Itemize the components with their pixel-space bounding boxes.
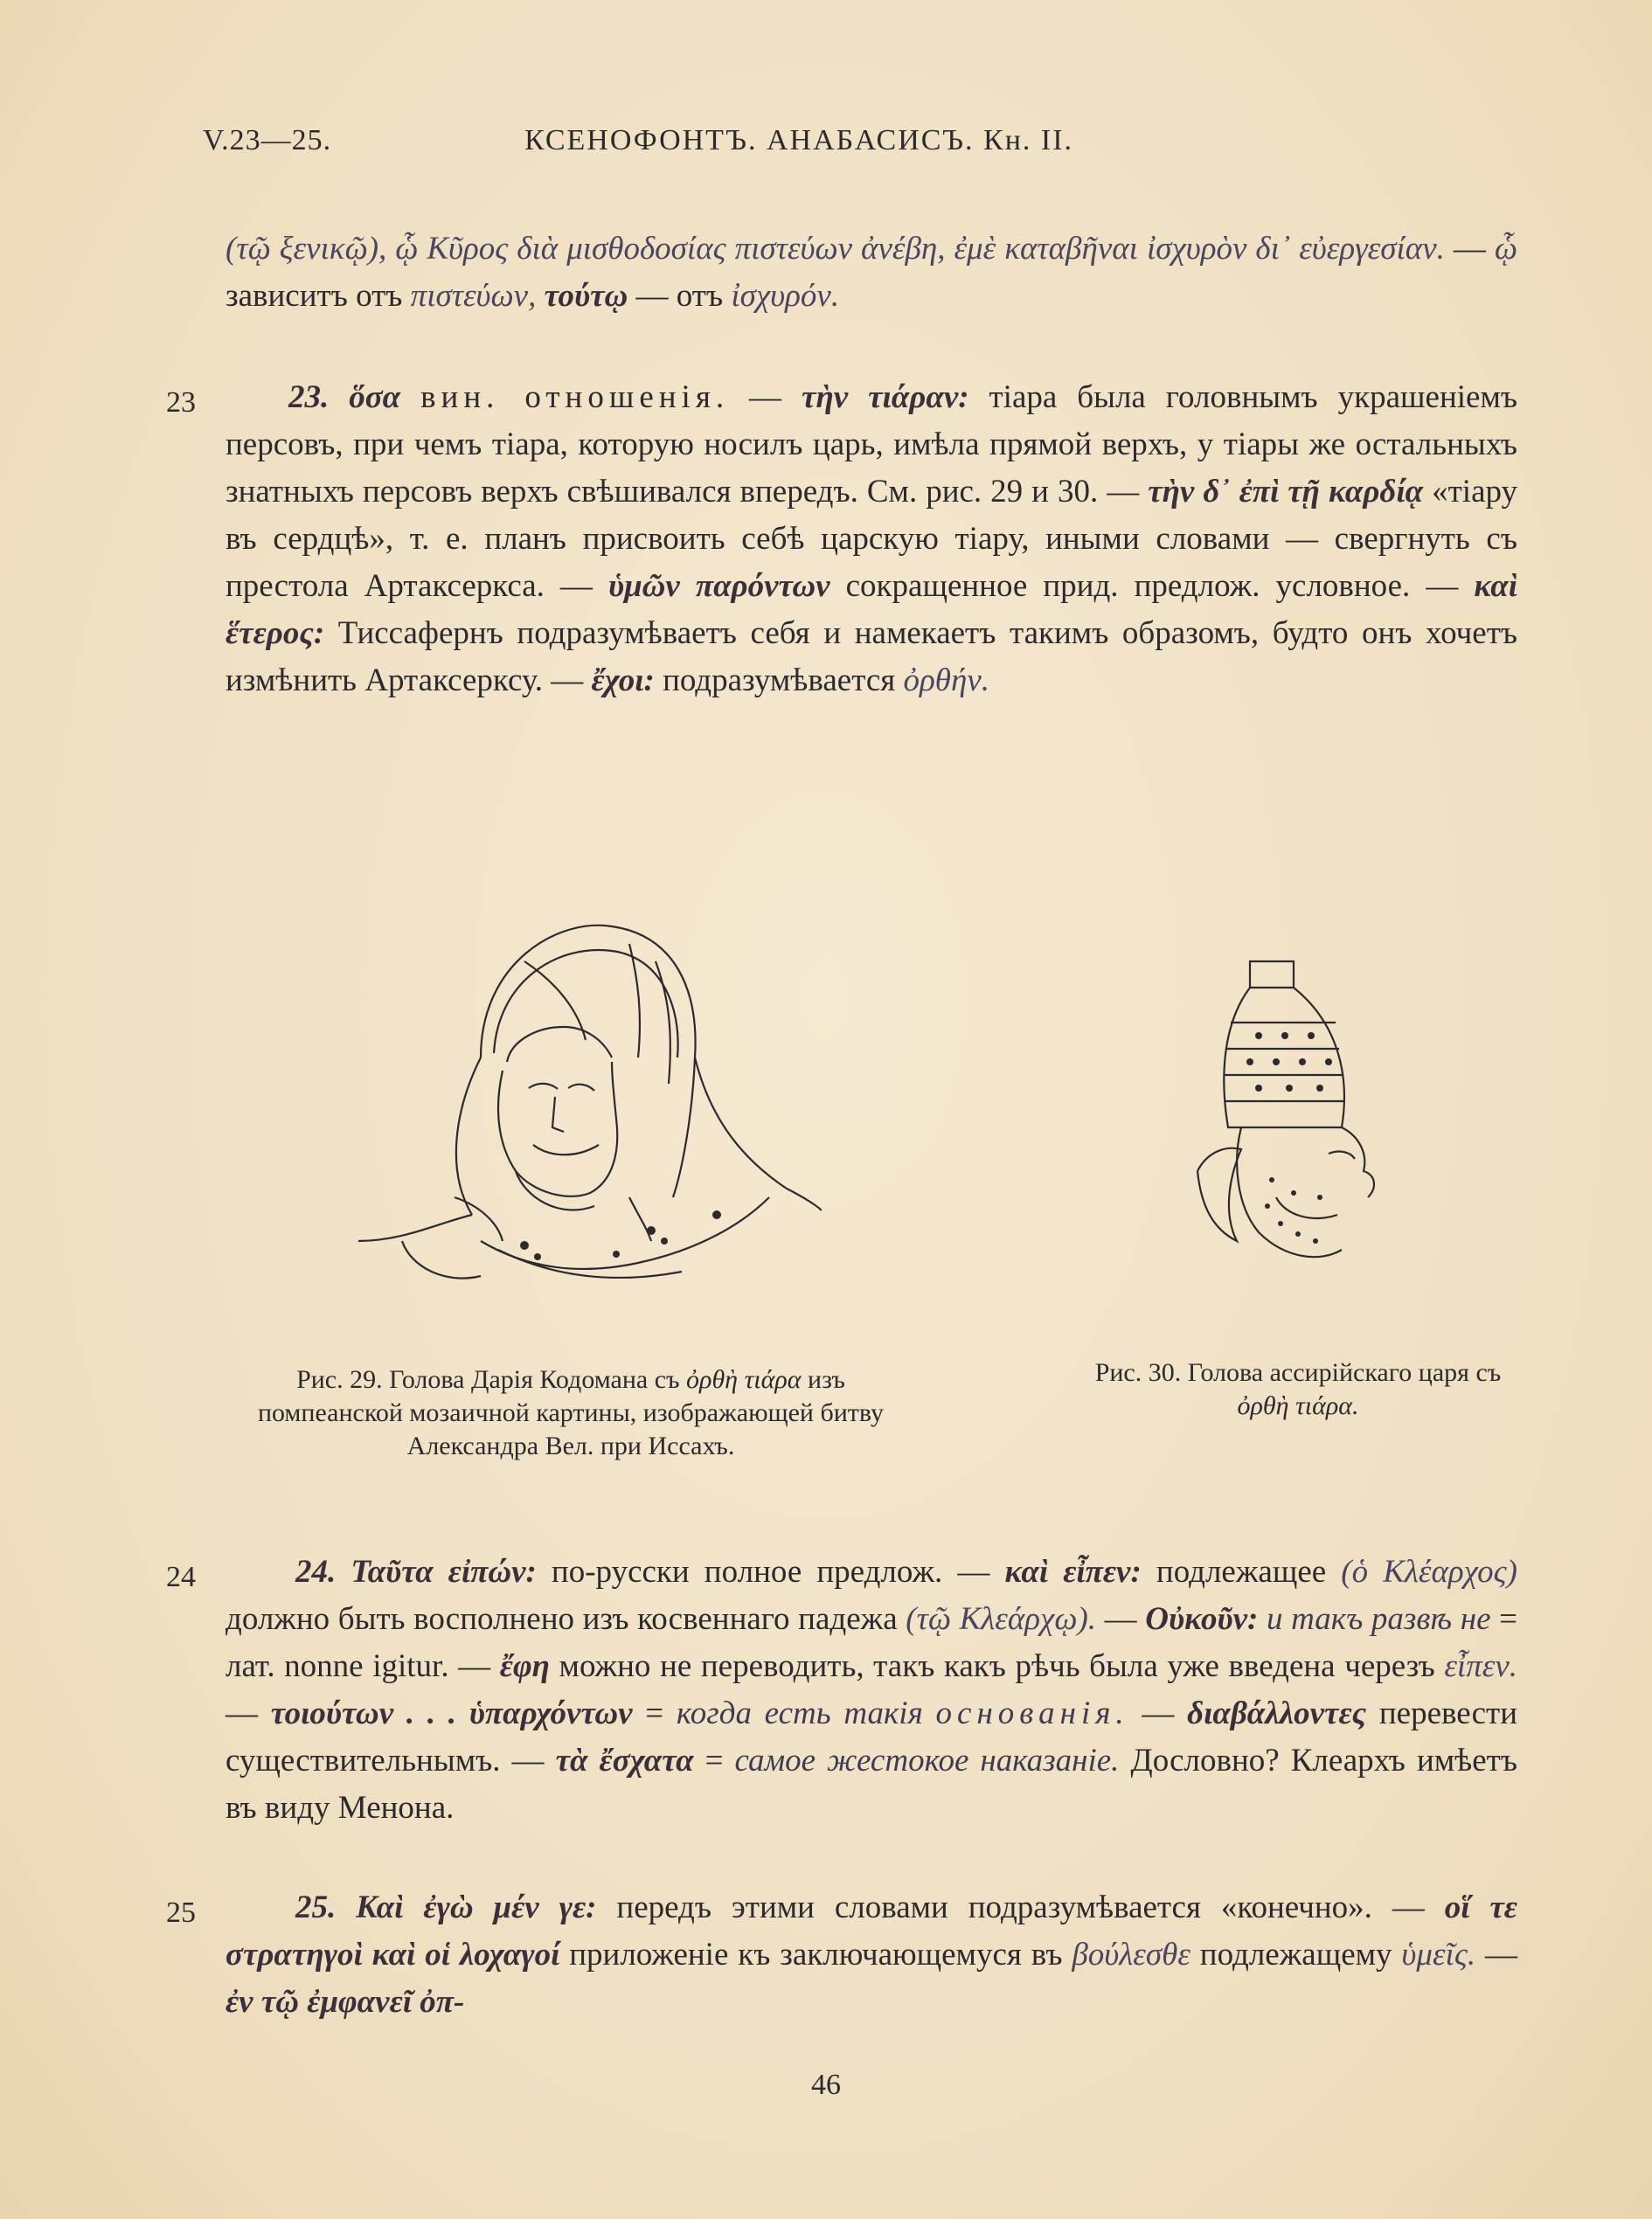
text: по-русски полное предлож. — <box>536 1554 1005 1590</box>
text: Дословно? Клеархъ имѣетъ въ виду Менона. <box>226 1743 1517 1826</box>
greek-text: ὀρθήν. <box>903 662 990 698</box>
greek-text: διαβάλλοντες <box>1187 1695 1367 1731</box>
text <box>1258 1601 1267 1637</box>
greek-text: ὑμῶν παρόντων <box>607 568 830 604</box>
text: — <box>729 379 802 415</box>
text: — <box>1128 1695 1188 1731</box>
italic-text: и такъ развѣ не <box>1267 1601 1491 1637</box>
text <box>400 379 420 415</box>
text: сокращенное прид. предлож. условное. — <box>829 568 1475 604</box>
text: перевести существительнымъ. — <box>226 1695 1518 1779</box>
greek-text: καὶ εἶπεν: <box>1004 1554 1142 1590</box>
margin-number-25: 25 <box>166 1897 196 1929</box>
margin-number-24: 24 <box>166 1561 196 1593</box>
page-header-reference: V.23—25. <box>203 124 332 156</box>
text: Тиссафернъ подразумѣваетъ себя и намекаетъ такимъ образомъ, будто онъ хочетъ измѣнить Артаксерксу. — <box>226 615 1517 698</box>
text: — <box>1096 1601 1146 1637</box>
figure-29-caption <box>226 1363 916 1463</box>
text: — отъ <box>628 278 732 314</box>
page-number: 46 <box>811 2069 841 2101</box>
greek-text: καὶ ἕτερος: <box>226 568 1518 651</box>
text: тіара была головнымъ украшеніемъ персовъ, при чемъ тіара, которую носилъ царь, имѣла прямой верхъ, у тіары же остальныхъ знатныхъ персовъ верхъ свѣшивался впередъ. См. рис. 29 и 30. — <box>226 379 1517 510</box>
greek-text: (τῷ Κλεάρχῳ). <box>906 1601 1097 1637</box>
section-24-paragraph <box>226 1549 1517 1832</box>
figure-30-caption <box>1071 1356 1525 1423</box>
text: подлежащее <box>1141 1554 1342 1590</box>
greek-text: Οὐκοῦν: <box>1145 1601 1259 1637</box>
text: — <box>226 1695 271 1731</box>
greek-text: ὑμεῖς. <box>1401 1937 1476 1973</box>
italic-text: когда есть такія <box>676 1695 923 1731</box>
greek-text: τὴν δ᾽ ἐπὶ τῇ καρδίᾳ <box>1148 474 1424 510</box>
caption-text: изъ помпеанской мозаичной картины, изображающей битву Александра Вел. при Иссахъ. <box>257 1365 885 1460</box>
greek-text: ὀρθὴ τιάρα. <box>1237 1391 1359 1420</box>
caption-text: Рис. 30. Голова ассирійскаго царя съ <box>1094 1358 1502 1387</box>
caption-text: Рис. 29. Голова Дарія Кодомана съ <box>296 1365 687 1394</box>
greek-text: βούλεσθε <box>1072 1937 1190 1973</box>
section-23-paragraph <box>226 374 1517 704</box>
text: = лат. nonne igitur. — <box>226 1601 1518 1684</box>
text <box>536 278 544 314</box>
text: подразумѣвается <box>654 662 904 698</box>
text: передъ этими словами подразумѣвается «конечно». — <box>596 1890 1445 1925</box>
greek-text: τούτῳ <box>544 278 628 314</box>
greek-text: Ταῦτα εἰπών: <box>351 1554 537 1590</box>
greek-text: (τῷ ξενικῷ), ᾧ Κῦρος διὰ μισθοδοσίας πιστεύων ἀνέβη, ἐμὲ καταβῆναι ἰσχυρὸν δι᾽ εὐεργεσίαν. <box>226 231 1445 267</box>
section-number: 24. <box>295 1554 337 1590</box>
greek-text: ἐν τῷ ἐμφανεῖ ὀπ- <box>226 1984 465 2020</box>
greek-text: ἔφη <box>499 1648 550 1684</box>
greek-text: ὅσα <box>349 379 401 415</box>
italic-text: самое жестокое наказаніе. <box>734 1743 1120 1779</box>
greek-text: (ὁ Κλέαρχος) <box>1341 1554 1518 1590</box>
figure-30-illustration <box>1189 953 1416 1276</box>
greek-text: πιστεύων, <box>410 278 537 314</box>
text: подлежащему <box>1190 1937 1402 1973</box>
greek-text: τὰ ἔσχατα <box>555 1743 694 1779</box>
greek-text: Καὶ ἐγὼ μέν γε: <box>356 1890 597 1925</box>
margin-number-23: 23 <box>166 386 196 419</box>
greek-text: ἰσχυρόν. <box>731 278 840 314</box>
page-header-title: КСЕНОФОНТЪ. АНАБАСИСЪ. Кн. II. <box>524 124 1074 156</box>
greek-text: ἔχοι: <box>591 662 655 698</box>
greek-text: εἶπεν. <box>1444 1648 1517 1684</box>
text: — <box>1444 231 1495 267</box>
italic-spaced-text: основанія. <box>935 1695 1129 1731</box>
text <box>923 1695 936 1731</box>
intro-paragraph <box>226 225 1517 320</box>
greek-text: τοιούτων . . . ὑπαρχόντων <box>270 1695 633 1731</box>
greek-text: ᾧ <box>1494 231 1518 267</box>
spaced-text: вин. отношенія. <box>420 379 730 415</box>
text: должно быть восполнено изъ косвеннаго падежа <box>226 1601 906 1637</box>
text: приложеніе къ заключающемуся въ <box>559 1937 1072 1973</box>
figure-29-illustration <box>350 909 822 1293</box>
section-25-paragraph <box>226 1884 1517 2026</box>
text: = <box>632 1695 677 1731</box>
text: = <box>693 1743 735 1779</box>
greek-text: τὴν τιάραν: <box>802 379 969 415</box>
text: «тіару въ сердцѣ», т. е. планъ присвоить себѣ царскую тіару, иными словами — свергнуть съ престола Артаксеркса. — <box>226 474 1518 604</box>
section-number: 23. <box>288 379 330 415</box>
section-number: 25. <box>295 1890 337 1925</box>
text: — <box>1475 1937 1517 1973</box>
greek-text: ὀρθὴ τιάρα <box>686 1365 802 1394</box>
text: зависитъ отъ <box>226 278 411 314</box>
text: можно не переводить, такъ какъ рѣчь была уже введена черезъ <box>549 1648 1445 1684</box>
greek-text: οἵ τε στρατηγοὶ καὶ οἱ λοχαγοί <box>226 1890 1517 1973</box>
